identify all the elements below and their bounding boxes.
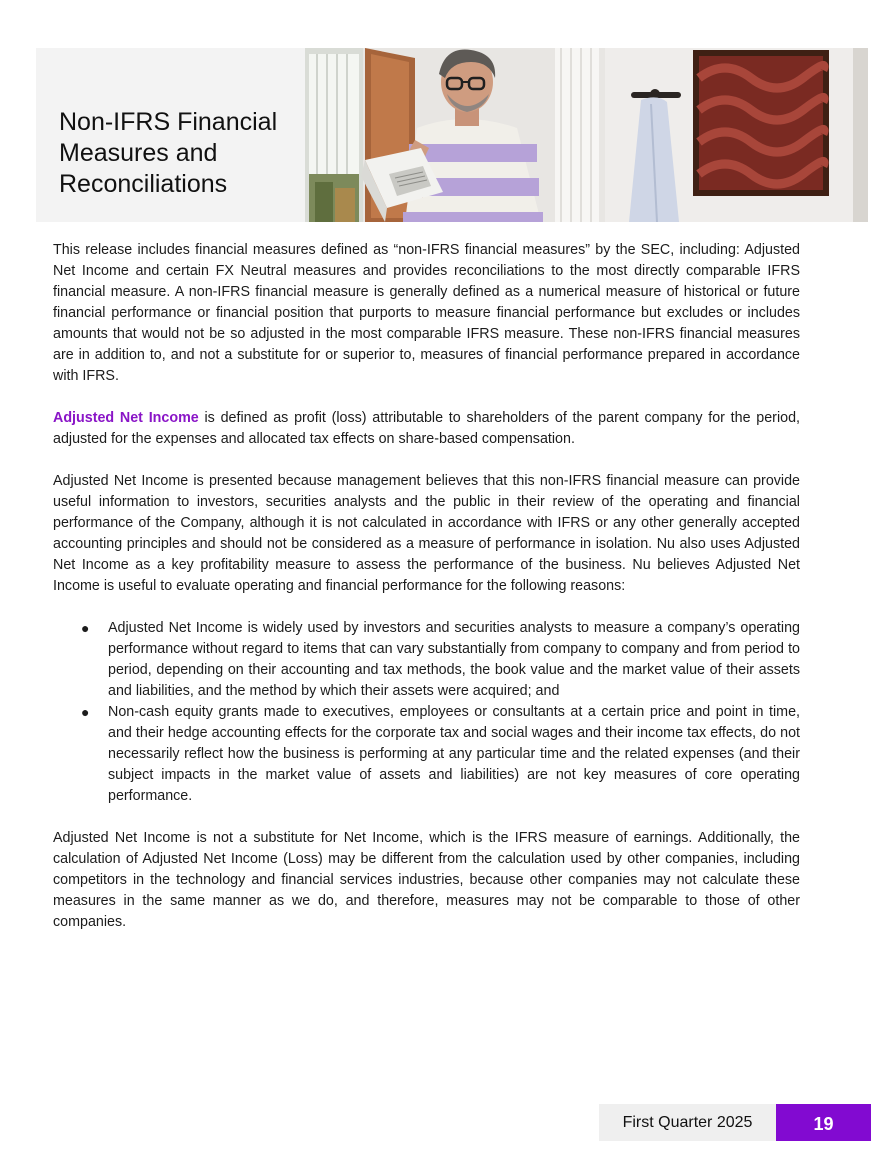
main-content — [53, 240, 800, 954]
window-frame — [305, 48, 363, 222]
footer-period-label: First Quarter 2025 — [599, 1104, 776, 1141]
list-item-text: Non-cash equity grants made to executives, employees or consultants at a certain price and point in time, and their hedge accounting effects for the corporate tax and social wages and their income tax effects, do not necessarily reflect how the business is performing at any particular time and the related expenses (and their subject impacts in the market value of assets and liabilities) are not key measures of core operating performance. — [108, 704, 800, 804]
bullet-icon: ● — [81, 620, 90, 636]
list-item-text: Adjusted Net Income is widely used by investors and securities analysts to measure a company’s operating performance without regard to items that can vary substantially from company to company and from period to period, depending on their accounting and tax methods, the book value and the market value of their assets and liabilities, and the method by which their assets were acquired; and — [108, 620, 800, 699]
definition-text: is defined as profit (loss) attributable to shareholders of the parent company for the period, adjusted for the expenses and allocated tax effects on share-based compensation. — [53, 410, 800, 447]
list-item — [53, 618, 800, 702]
bullet-icon: ● — [81, 704, 90, 720]
rationale-paragraph: Adjusted Net Income is presented because management believes that this non-IFRS financial measure can provide useful information to investors, securities analysts and the public in their review of the operating and financial performance of the Company, although it is not calculated in accordance with IFRS or any other generally accepted accounting principles and should not be considered as a measure of performance in isolation. Nu also uses Adjusted Net Income as a key profitability measure to assess the performance of the business. Nu believes Adjusted Net Income is useful to evaluate operating and financial performance for the following reasons: — [53, 473, 800, 594]
definition-term: Adjusted Net Income — [53, 410, 199, 426]
title-line-2: Measures and — [59, 138, 218, 167]
framed-artwork — [693, 50, 829, 196]
list-item — [53, 702, 800, 807]
header-banner — [36, 48, 868, 222]
closing-paragraph: Adjusted Net Income is not a substitute for Net Income, which is the IFRS measure of earnings. Additionally, the calculation of Adjusted Net Income (Loss) may be different from the calculation used by other companies, including competitors in the technology and financial services industries, because other companies may not calculate these measures in the same manner as we do, and therefore, measures may not be comparable to those of other companies. — [53, 830, 800, 930]
title-line-3: Reconciliations — [59, 169, 228, 198]
reasons-list — [53, 618, 800, 807]
intro-paragraph: This release includes financial measures defined as “non-IFRS financial measures” by the SEC, including: Adjusted Net Income and certain FX Neutral measures and provides reconciliations to the most directly comparable IFRS financial measure. A non-IFRS financial measure is generally defined as a numerical measure of historical or future financial performance or financial position that purports to measure financial performance but excludes or includes amounts that would not be so adjusted in the most comparable IFRS measure. These non-IFRS financial measures are in addition to, and not a substitute for or superior to, measures of financial performance prepared in accordance with IFRS. — [53, 242, 800, 384]
page-number: 19 — [776, 1104, 871, 1141]
title-line-1: Non-IFRS Financial — [59, 107, 278, 136]
header-photo — [305, 48, 868, 222]
page-title — [59, 107, 309, 200]
definition-paragraph — [53, 408, 800, 450]
